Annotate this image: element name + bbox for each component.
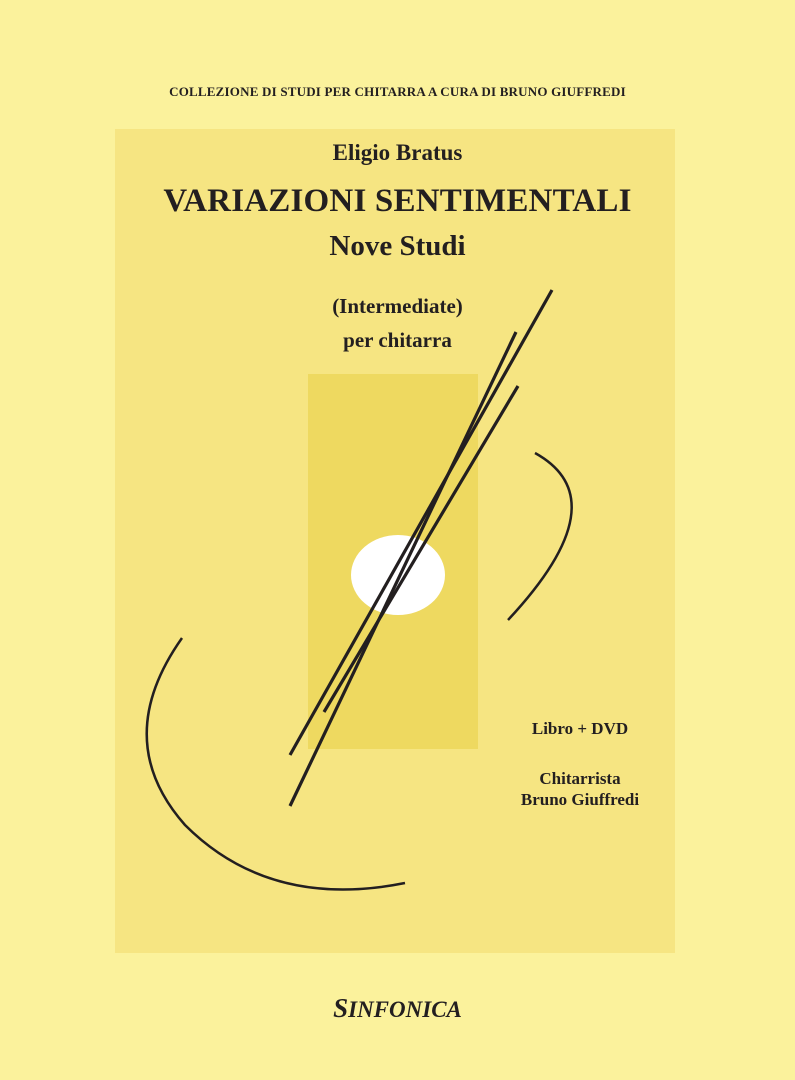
- publisher-initial: S: [333, 993, 349, 1023]
- author-name: Eligio Bratus: [332, 140, 463, 165]
- lower-body-curve: [147, 638, 405, 890]
- media-label: Libro + DVD: [531, 719, 629, 738]
- performer-credit: [480, 768, 680, 810]
- book-subtitle: Nove Studi: [329, 230, 466, 262]
- performer-role: Chitarrista: [539, 769, 621, 788]
- string-line-3: [324, 386, 518, 712]
- upper-body-curve: [508, 453, 572, 620]
- string-line-1: [290, 290, 552, 755]
- series-line: COLLEZIONE DI STUDI PER CHITARRA A CURA DI BRUNO GIUFFREDI: [169, 84, 626, 99]
- instrument-label: per chitarra: [343, 328, 452, 352]
- book-title: VARIAZIONI SENTIMENTALI: [163, 183, 632, 219]
- sound-hole: [351, 535, 445, 615]
- publisher-rest: INFONICA: [348, 997, 462, 1022]
- performer-name: Bruno Giuffredi: [520, 790, 640, 809]
- publisher-logo: [0, 993, 795, 1024]
- difficulty-level: (Intermediate): [332, 294, 463, 318]
